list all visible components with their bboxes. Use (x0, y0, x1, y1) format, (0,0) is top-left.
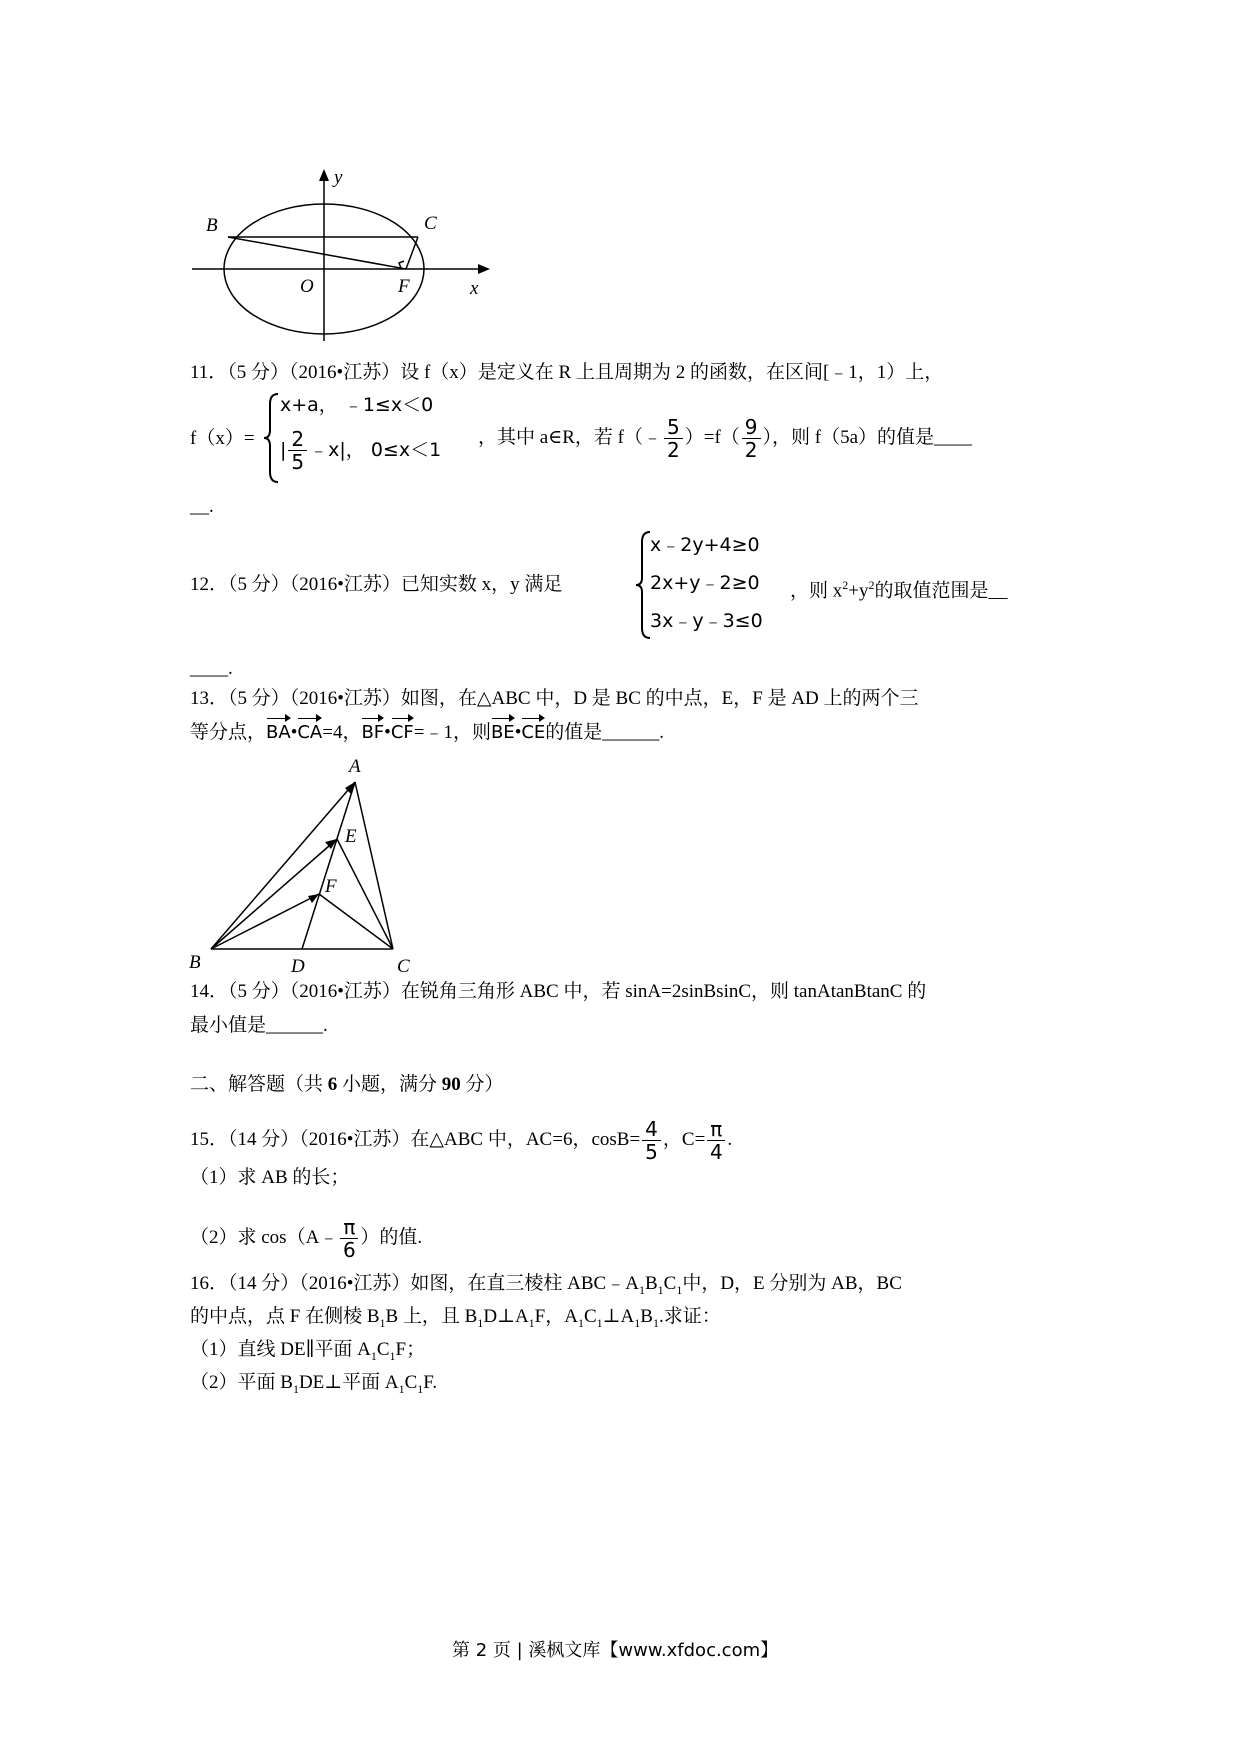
tri-label-D: D (291, 956, 305, 977)
vec-BE: BE (491, 720, 515, 746)
q15-part1: （1）求 AB 的长； (190, 1167, 350, 1188)
vec-CA: CA (297, 720, 322, 746)
vec-CE: CE (521, 720, 545, 746)
q15-line1: 15．（14 分）（2016•江苏）在△ABC 中，AC=6，cosB= $\frac{4}{5}$ ，C= $\frac{\pi}{4}$ . (190, 1117, 733, 1164)
q12-tail: ____. (190, 658, 233, 679)
q11-line1: 11．（5 分）（2016•江苏）设 f（x）是定义在 R 上且周期为 2 的函数，在区间[﹣1，1）上， (190, 362, 944, 383)
ellipse-label-x: x (470, 278, 479, 299)
vec-BA: BA (266, 720, 291, 746)
tri-label-F: F (325, 876, 337, 897)
q11-case2: | $\frac{2}{5}$ ﹣x|， 0≤x＜1 (280, 427, 442, 474)
q12-after: ，则 $x^2+y^2$的取值范围是__ (790, 578, 1008, 602)
q15-part2: （2）求 cos（A﹣ $\frac{\pi}{6}$ ）的值. (190, 1215, 423, 1262)
ellipse-label-C: C (424, 213, 437, 234)
section-2-heading: 二、解答题（共 6 小题，满分 90 分） (190, 1074, 504, 1095)
q12-c1: x﹣2y+4≥0 (650, 534, 760, 556)
q12-c2: 2x+y﹣2≥0 (650, 572, 760, 594)
ellipse-label-F: F (398, 276, 410, 297)
q16-part2: （2）平面 $B_1DE\perp$平面 $A_1C_1F$. (190, 1372, 438, 1396)
q11-case2-den: 5 (291, 450, 305, 474)
page-footer: 第 2 页 | 溪枫文库【www.xfdoc.com】 (452, 1640, 779, 1661)
q16-line1: 16．（14 分）（2016•江苏）如图，在直三棱柱 $ABC﹣A_1B_1C_1$中，D，E 分别为 AB，BC (190, 1273, 902, 1297)
tri-label-B: B (189, 952, 201, 973)
tri-label-A: A (349, 756, 361, 777)
ellipse-label-y: y (334, 167, 343, 188)
ellipse-label-B: B (206, 215, 218, 236)
ellipse-figure (180, 165, 500, 345)
tri-label-C: C (397, 956, 410, 977)
q11-brace (262, 392, 282, 484)
vec-BF: BF (361, 720, 384, 746)
vec-CF: CF (391, 720, 414, 746)
q12-text: 12．（5 分）（2016•江苏）已知实数 x，y 满足 (190, 574, 563, 595)
q14-line1: 14．（5 分）（2016•江苏）在锐角三角形 ABC 中，若 sinA=2sinBsinC，则 tanAtanBtanC 的 (190, 981, 927, 1002)
tri-label-E: E (345, 826, 357, 847)
q12-c3: 3x﹣y﹣3≤0 (650, 610, 763, 632)
q13-line2: 等分点，BA•CA=4，BF•CF=﹣1，则BE•CE的值是______. (190, 720, 664, 746)
q11-fx-label: f（x）= (190, 428, 255, 449)
q11-condition: ，其中 a∈R，若 f（﹣ $\frac{5}{2}$ ）=f（ $\frac{9}{2}$ ），则 f（5a）的值是____ (478, 415, 973, 462)
q11-case1: x+a， ﹣1≤x＜0 (280, 394, 434, 416)
q16-part1: （1）直线 DE∥平面 $A_1C_1F$； (190, 1339, 426, 1363)
q11-case2-num: 2 (288, 428, 307, 451)
q16-line2: 的中点，点 F 在侧棱 $B_1B$ 上，且 $B_1D\perp A_1F$，$A_1C_1\perp A_1B_1$.求证： (190, 1306, 721, 1330)
q14-line2: 最小值是______. (190, 1015, 328, 1036)
q11-tail: __. (190, 496, 214, 517)
q13-line1: 13．（5 分）（2016•江苏）如图，在△ABC 中，D 是 BC 的中点，E，F 是 AD 上的两个三 (190, 688, 919, 709)
triangle-figure (185, 752, 425, 977)
ellipse-label-O: O (300, 276, 314, 297)
